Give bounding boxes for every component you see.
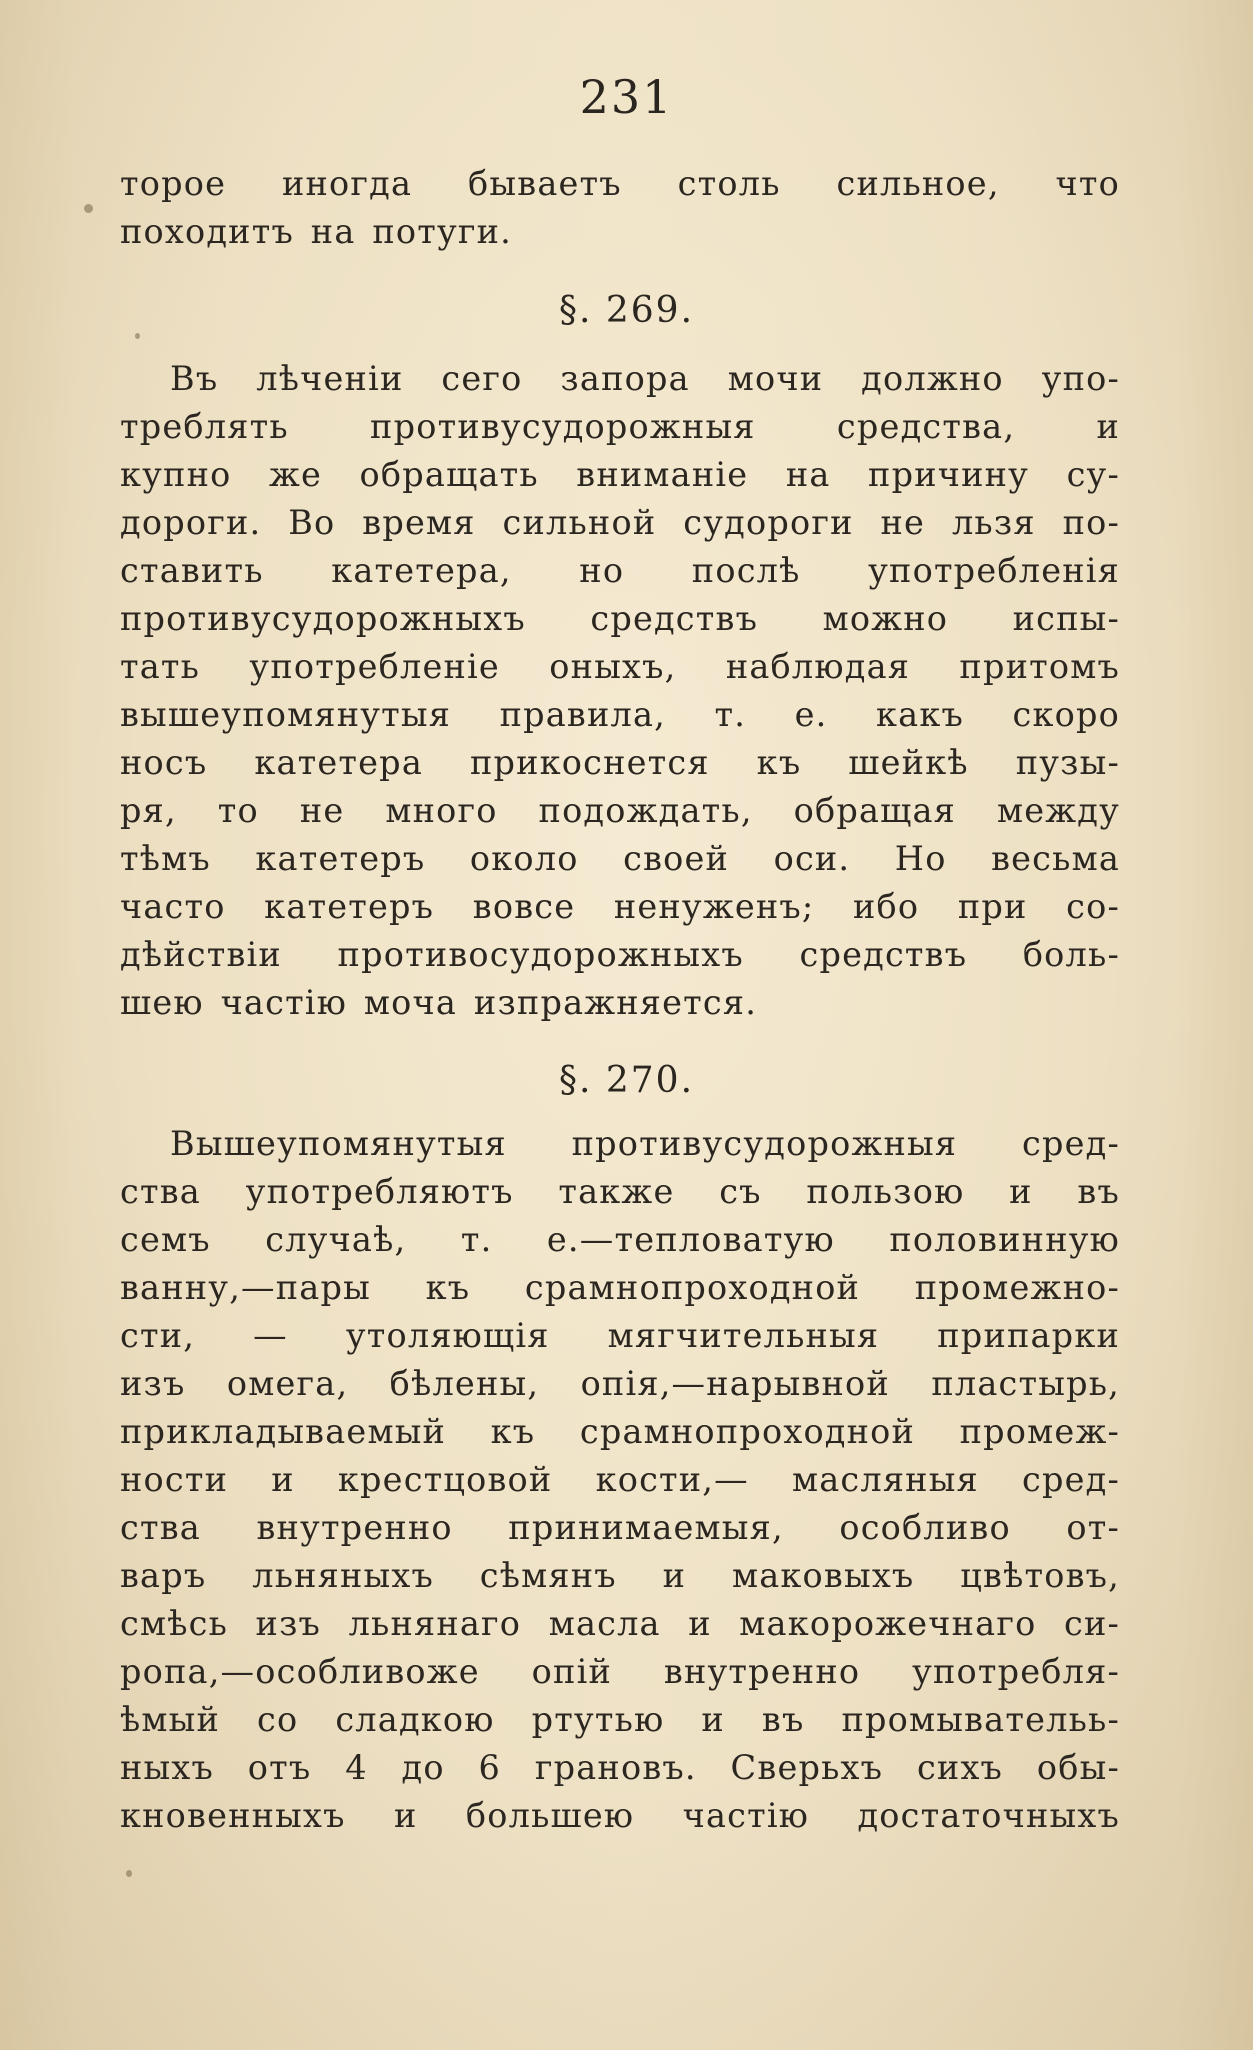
ink-speck [84,204,93,213]
text-line: варъ льняныхъ сѣмянъ и маковыхъ цвѣтовъ, [120,1556,1120,1595]
text-line: часто катетеръ вовсе ненуженъ; ибо при со- [120,887,1120,926]
text-line: ѣмый со сладкою ртутью и въ промывательь- [120,1700,1120,1739]
text-line: торое иногда бываетъ столь сильное, что [120,164,1120,203]
text-line: тѣмъ катетеръ около своей оси. Но весьма [120,839,1120,878]
text-line: противусудорожныхъ средствъ можно испы- [120,599,1120,638]
continuation-paragraph [120,160,1120,256]
section-heading-269: §. 269. [558,290,695,331]
page-number: 231 [579,70,674,124]
section-heading-270: §. 270. [558,1060,695,1101]
text-line: семъ случаѣ, т. е.—тепловатую половинную [120,1220,1120,1259]
text-line: носъ катетера прикоснется къ шейкѣ пузы- [120,743,1120,782]
text-line: треблять противусудорожныя средства, и [120,407,1120,446]
section-269-paragraph [120,355,1120,1027]
text-line: купно же обращать вниманіе на причину су- [120,455,1120,494]
ink-speck [126,1870,132,1877]
text-line: ванну,—пары къ срамнопроходной промежно- [120,1268,1120,1307]
text-line: сти, — утоляющія мягчительныя припарки [120,1316,1120,1355]
text-line: изъ омега, бѣлены, опія,—нарывной пластырь, [120,1364,1120,1403]
text-line: смѣсь изъ льнянаго масла и макорожечнаго си- [120,1604,1120,1643]
text-line: ря, то не много подождать, обращая между [120,791,1120,830]
text-line: ныхъ отъ 4 до 6 грановъ. Сверьхъ сихъ обы- [120,1748,1120,1787]
text-line: Въ лѣченіи сего запора мочи должно упо- [170,359,1120,398]
text-line: шею частію моча изпражняется. [120,983,758,1022]
ink-speck [135,333,140,339]
text-line: ропа,—особливоже опій внутренно употребля- [120,1652,1120,1691]
text-line: дороги. Во время сильной судороги не льзя по- [120,503,1120,542]
text-line: ства внутренно принимаемыя, особливо от- [120,1508,1120,1547]
text-line: Вышеупомянутыя противусудорожныя сред- [170,1124,1120,1163]
text-line: кновенныхъ и большею частію достаточныхъ [120,1796,1120,1835]
text-line: дѣйствіи противосудорожныхъ средствъ боль- [120,935,1120,974]
text-line: ставить катетера, но послѣ употребленія [120,551,1120,590]
text-line: ства употребляютъ также съ пользою и въ [120,1172,1120,1211]
section-270-paragraph [120,1120,1120,1840]
text-line: тать употребленіе оныхъ, наблюдая притомъ [120,647,1120,686]
text-line: вышеупомянутыя правила, т. е. какъ скоро [120,695,1120,734]
text-line: прикладываемый къ срамнопроходной промеж- [120,1412,1120,1451]
text-line: ности и крестцовой кости,— масляныя сред- [120,1460,1120,1499]
text-line: походитъ на потуги. [120,212,513,251]
